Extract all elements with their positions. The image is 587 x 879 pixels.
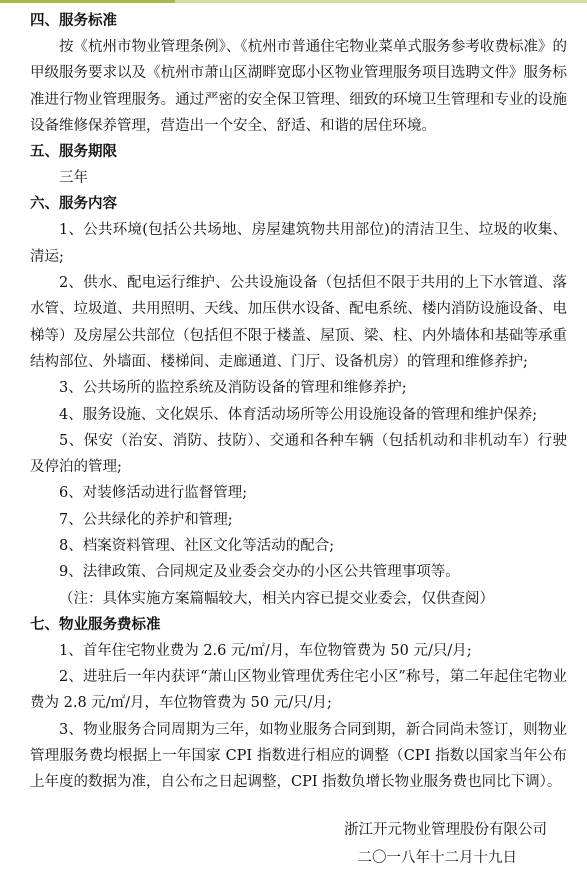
section-heading-service-content: 六、服务内容 <box>30 195 117 213</box>
service-content-item: 3、公共场所的监控系统及消防设备的管理和维修养护; <box>59 380 407 397</box>
signature-date <box>0 846 537 870</box>
fee-standard-item: 2、进驻后一年内获评“萧山区物业管理优秀住宅小区”称号，第二年起住宅物业费为 2.8 元/㎡/月，车位物管费为 50 元/只/月; <box>30 668 567 712</box>
service-content-item: 7、公共绿化的养护和管理; <box>59 511 233 528</box>
service-content-note: （注：具体实施方案篇幅较大，相关内容已提交业委会，仅供查阅） <box>59 590 494 607</box>
service-content-item: 6、对装修活动进行监督管理; <box>59 485 248 502</box>
service-term-value: 三年 <box>59 170 88 187</box>
document-body <box>30 8 567 795</box>
service-content-item: 2、供水、配电运行维护、公共设施设备（包括但不限于共用的上下水管道、落水管、垃圾道、共用照明、天线、加压供水设备、配电系统、楼内消防设施设备、电梯等）及房屋公共部位（包括但不限于楼盖、屋顶、梁、柱、内外墙体和基础等承重结构部位、外墙面、楼梯间、走廊通道、门厅、设备机房）的管理和维修养护; <box>30 275 567 370</box>
service-content-item: 4、服务设施、文化娱乐、体育活动场所等公用设施设备的管理和维护保养; <box>59 406 538 423</box>
service-standard-paragraph: 按《杭州市物业管理条例》、《杭州市普通住宅物业菜单式服务参考收费标准》的甲级服务要求以及《杭州市萧山区湖畔宽邸小区物业管理服务项目选聘文件》服务标准进行物业管理服务。通过严密的安全保卫管理、细致的环境卫生管理和专业的设施设备维修保养管理，营造出一个安全、舒适、和谐的居住环境。 <box>30 39 567 134</box>
service-content-item: 1、公共环境(包括公共场地、房屋建筑物共用部位)的清洁卫生、垃圾的收集、清运; <box>30 222 567 265</box>
section-heading-service-standard: 四、服务标准 <box>30 12 117 29</box>
header-rule-light <box>175 0 587 3</box>
service-content-item: 8、档案资料管理、社区文化等活动的配合; <box>59 538 335 555</box>
header-rule-accent <box>0 0 175 3</box>
fee-standard-item: 3、物业服务合同周期为三年，如物业服务合同到期，新合同尚未签订，则物业管理服务费均根据上一年国家 CPI 指数进行相应的调整（CPI 指数以国家当年公布上年度的数据为准，自公布之日起调整，CPI 指数负增长物业服务费也同比下调）。 <box>30 721 567 791</box>
section-heading-service-term: 五、服务期限 <box>30 143 117 161</box>
fee-standard-item: 1、首年住宅物业费为 2.6 元/㎡/月，车位物管费为 50 元/只/月; <box>59 642 472 659</box>
header-rule <box>0 0 587 3</box>
section-heading-fee-standard: 七、物业服务费标准 <box>30 615 161 633</box>
signature-date-text: 二〇一八年十二月十九日 <box>357 850 517 866</box>
service-content-item: 9、法律政策、合同规定及业委会交办的小区公共管理事项等。 <box>59 564 460 581</box>
signature-company: 浙江开元物业管理股份有限公司 <box>344 822 547 838</box>
service-content-item: 5、保安（治安、消防、技防）、交通和各种车辆（包括机动和非机动车）行驶及停泊的管理; <box>30 432 567 476</box>
